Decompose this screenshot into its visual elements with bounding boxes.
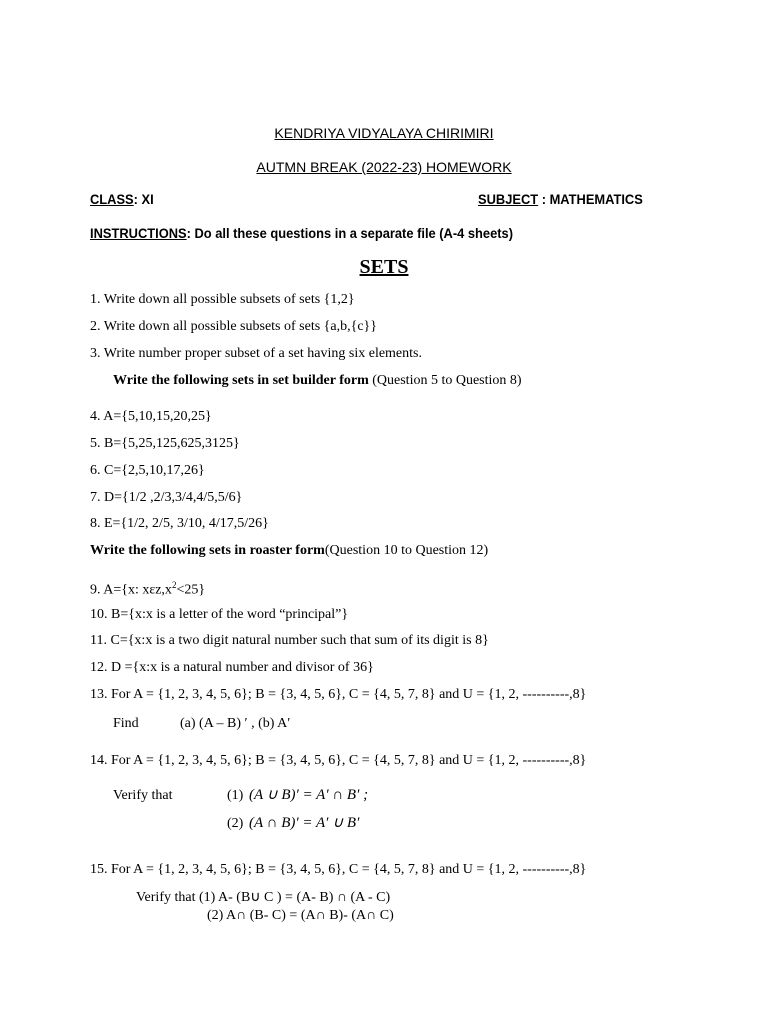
homework-title: AUTMN BREAK (2022-23) HOMEWORK bbox=[256, 159, 512, 175]
question-10: 10. B={x:x is a letter of the word “principal”} bbox=[90, 607, 349, 622]
builder-heading: Write the following sets in set builder form (Question 5 to Question 8) bbox=[113, 373, 522, 388]
question-15-part1: Verify that (1) A- (B∪ C ) = (A- B) ∩ (A - C) bbox=[136, 890, 391, 905]
question-7: 7. D={1/2 ,2/3,3/4,4/5,5/6} bbox=[90, 490, 243, 505]
question-13: 13. For A = {1, 2, 3, 4, 5, 6}; B = {3, 4, 5, 6}, C = {4, 5, 7, 8} and U = {1, 2, ----------,8} bbox=[90, 687, 587, 702]
question-14: 14. For A = {1, 2, 3, 4, 5, 6}; B = {3, 4, 5, 6}, C = {4, 5, 7, 8} and U = {1, 2, ----------,8} bbox=[90, 753, 587, 768]
question-15-part2: (2) A∩ (B- C) = (A∩ B)- (A∩ C) bbox=[207, 908, 394, 923]
question-6: 6. C={2,5,10,17,26} bbox=[90, 463, 205, 478]
question-14-part1-num: (1) bbox=[227, 788, 244, 803]
question-13-parts: (a) (A – B) ′ , (b) A′ bbox=[180, 716, 291, 731]
school-name: KENDRIYA VIDYALAYA CHIRIMIRI bbox=[274, 125, 494, 141]
roaster-heading: Write the following sets in roaster form(Question 10 to Question 12) bbox=[90, 543, 489, 558]
class-line: CLASS: XI bbox=[90, 191, 154, 207]
instructions-line: INSTRUCTIONS: Do all these questions in a separate file (A-4 sheets) bbox=[90, 225, 513, 241]
question-14-part1: (A ∪ B)′ = A′ ∩ B′ ; bbox=[249, 787, 369, 803]
question-9: 9. A={x: $x\varepsilon z,x^2<25$} bbox=[90, 580, 206, 598]
question-4: 4. A={5,10,15,20,25} bbox=[90, 409, 212, 424]
section-title: SETS bbox=[359, 256, 409, 278]
question-14-part2: (A ∩ B)′ = A′ ∪ B′ bbox=[249, 815, 360, 831]
question-15: 15. For A = {1, 2, 3, 4, 5, 6}; B = {3, 4, 5, 6}, C = {4, 5, 7, 8} and U = {1, 2, ----------,8} bbox=[90, 862, 587, 877]
subject-line: SUBJECT : MATHEMATICS bbox=[478, 191, 643, 207]
question-1: 1. Write down all possible subsets of sets {1,2} bbox=[90, 292, 355, 307]
question-14-part2-num: (2) bbox=[227, 816, 244, 831]
question-3: 3. Write number proper subset of a set having six elements. bbox=[90, 346, 422, 361]
question-5: 5. B={5,25,125,625,3125} bbox=[90, 436, 240, 451]
question-13-find: Find bbox=[113, 716, 139, 731]
question-2: 2. Write down all possible subsets of sets {a,b,{c}} bbox=[90, 319, 377, 334]
question-11: 11. C={x:x is a two digit natural number such that sum of its digit is 8} bbox=[90, 633, 489, 648]
question-12: 12. D ={x:x is a natural number and divisor of 36} bbox=[90, 660, 374, 675]
question-8: 8. E={1/2, 2/5, 3/10, 4/17,5/26} bbox=[90, 516, 269, 531]
question-14-verify: Verify that bbox=[113, 788, 173, 803]
